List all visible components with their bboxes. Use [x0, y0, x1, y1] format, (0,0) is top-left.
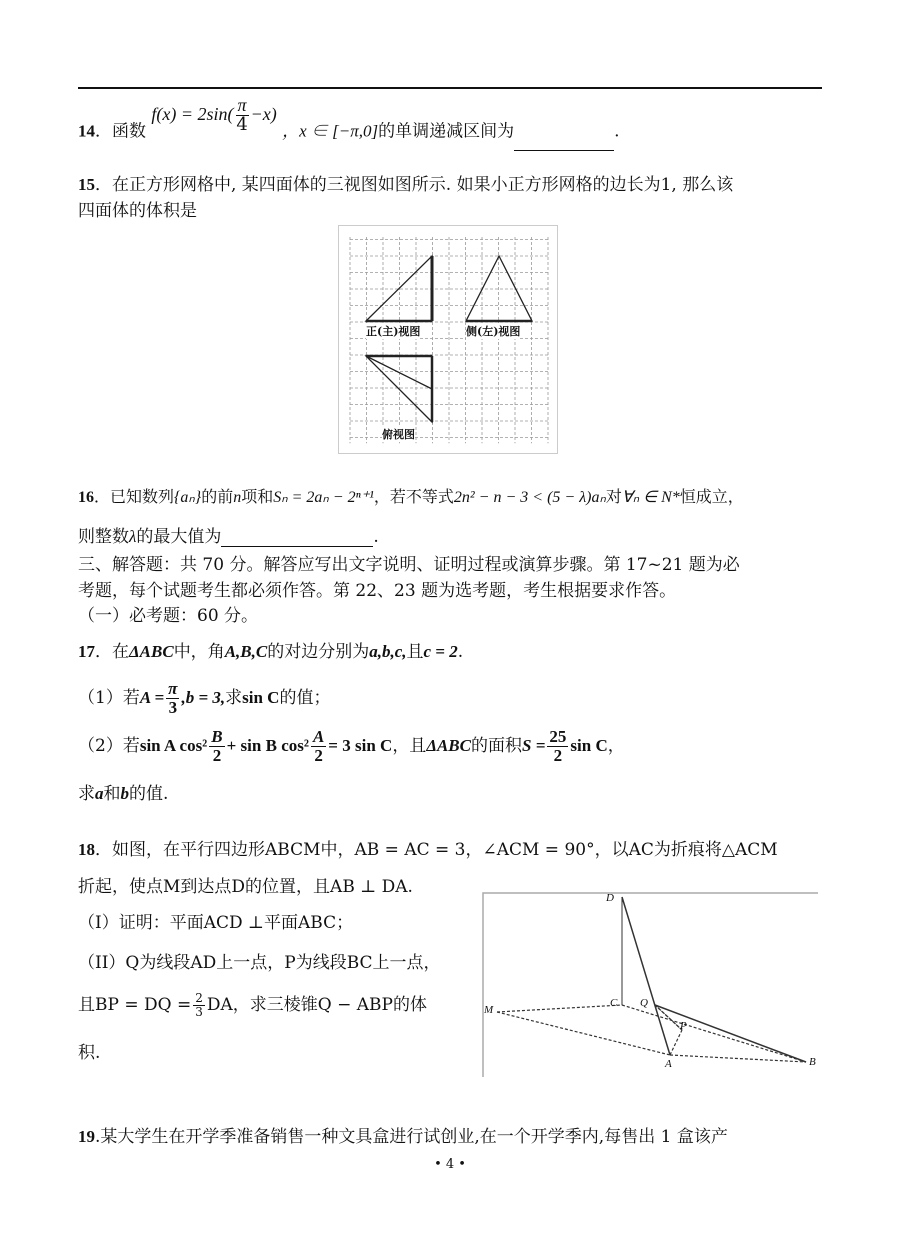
text: 如图，在平行四边形ABCM中，AB = AC = 3，∠ACM = 90°，以AC为折痕将△ACM [112, 840, 778, 860]
q14-text: 函数 [112, 121, 146, 142]
question-18-part1: （I）证明：平面ACD ⊥平面ABC； [78, 913, 354, 933]
math: ΔABC [129, 642, 174, 661]
side-view-label: 侧(左)视图 [466, 325, 521, 338]
question-17: 17．在ΔABC中，角A,B,C的对边分别为a,b,c,且c = 2. [78, 642, 464, 662]
math: a [95, 784, 104, 803]
denominator: 2 [212, 745, 222, 765]
numerator: 2 [195, 991, 203, 1006]
question-number: 14 [78, 121, 95, 141]
point-b-label: B [809, 1056, 816, 1068]
numerator: B [211, 727, 223, 746]
question-number: 17 [78, 642, 95, 661]
text: 的对边分别为 [267, 642, 370, 662]
section-3-heading: 三、解答题：共 70 分。解答应写出文字说明、证明过程或演算步骤。第 17~21 题为必 [78, 555, 740, 575]
math: A,B,C [224, 642, 268, 661]
text: ， [607, 735, 625, 756]
question-16-line2 [78, 522, 379, 547]
text: 则整数 [78, 527, 129, 547]
fraction [236, 96, 249, 135]
math: 2n² − n − 3 < (5 − λ)aₙ [453, 489, 606, 506]
text: DA，求三棱锥Q − ABP的体 [206, 995, 427, 1015]
formula: f(x) = 2sin( [151, 104, 234, 125]
text: 恒成立， [679, 487, 744, 506]
math: sin A cos² [139, 735, 208, 755]
text: （2）若 [78, 735, 140, 756]
q14-function [151, 95, 277, 135]
page-number: • 4 • [434, 1157, 466, 1172]
question-15-line1: 15．在正方形网格中, 某四面体的三视图如图所示. 如果小正方形网格的边长为1, 那么该 [78, 175, 734, 195]
text: ，且 [392, 735, 427, 756]
text: 中，角 [173, 642, 225, 662]
question-number: 15 [78, 175, 95, 194]
question-18-part2-line3: 积. [78, 1043, 101, 1063]
point-q-label: Q [640, 997, 648, 1009]
numerator: π [237, 95, 247, 115]
question-18-part2-line2 [78, 990, 427, 1019]
question-16-line1: 16．已知数列{aₙ}的前n项和Sₙ = 2aₙ − 2ⁿ⁺¹，若不等式2n² − n − 3 < (5 − λ)aₙ对∀ₙ ∈ N*恒成立， [78, 487, 744, 506]
text: （1）若 [78, 687, 140, 708]
question-18-line2: 折起，使点M到达点D的位置，且AB ⊥ DA. [78, 877, 413, 897]
point-d-label: D [606, 892, 614, 904]
denominator: 3 [195, 1005, 203, 1019]
period: . [373, 527, 379, 547]
question-number: 18 [78, 840, 95, 859]
fraction [193, 992, 205, 1018]
period: . [614, 121, 620, 142]
question-number: 16 [78, 489, 94, 506]
math: Sₙ = 2aₙ − 2ⁿ⁺¹ [273, 489, 374, 506]
numerator: π [168, 679, 178, 698]
formula-tail: −x) [250, 104, 277, 125]
question-18-part2: （II）Q为线段AD上一点，P为线段BC上一点， [78, 953, 441, 973]
text: 求 [225, 687, 243, 708]
text: 的面积 [471, 735, 522, 756]
denominator: 2 [314, 745, 323, 765]
math: = 3 sin C [328, 735, 393, 755]
question-19 [78, 1122, 728, 1147]
math: a,b,c, [369, 642, 407, 661]
math: ∀ₙ ∈ N* [621, 489, 680, 506]
required-questions-heading: （一）必考题：60 分。 [78, 606, 259, 626]
math: + sin B cos² [226, 735, 309, 755]
text: 对 [605, 487, 622, 506]
fraction [547, 728, 568, 765]
math: sin C [570, 735, 608, 755]
text: 的值. [129, 784, 169, 804]
question-17-part2-line2 [78, 779, 168, 804]
question-17-part1 [78, 680, 330, 717]
text: 的最大值为 [136, 527, 222, 547]
question-number: 19 [78, 1127, 95, 1146]
math: {aₙ} [174, 489, 202, 506]
header-rule [78, 87, 822, 89]
math: S = [522, 735, 546, 755]
q15-text: 在正方形网格中, 某四面体的三视图如图所示. 如果小正方形网格的边长为1, 那么该 [112, 175, 734, 195]
text: .某大学生在开学季准备销售一种文具盒进行试创业,在一个开学季内,每售出 1 盒该产 [95, 1127, 728, 1147]
math: sin C [242, 687, 280, 707]
question-14: 14．函数 f(x) = 2sin( $\frac{\pi}{4}$ −x) ，x ∈ [−π,0]的单调递减区间为 . [78, 112, 620, 151]
q14-text-b: 的单调递减区间为 [378, 121, 515, 142]
q15-text-line2: 四面体的体积是 [78, 201, 197, 221]
front-view-label: 正(主)视图 [366, 325, 421, 338]
folded-pyramid-figure [482, 892, 820, 1077]
text: 和 [103, 784, 121, 804]
math: n [233, 489, 242, 506]
fraction [209, 728, 224, 765]
text: 且 [406, 642, 424, 662]
denominator: 2 [553, 745, 563, 765]
point-a-label: A [665, 1058, 672, 1070]
text: 项和 [241, 487, 274, 506]
text: 且BP = DQ = [78, 995, 192, 1015]
point-p-label: P [680, 1020, 687, 1032]
text: 已知数列 [110, 487, 175, 506]
three-view-diagram [338, 225, 560, 455]
question-18-line1: 18．如图，在平行四边形ABCM中，AB = AC = 3，∠ACM = 90°，以AC为折痕将△ACM [78, 840, 778, 860]
point-m-label: M [484, 1004, 494, 1016]
denominator: 3 [168, 697, 178, 717]
math: ,b = 3, [181, 687, 226, 707]
text: ，若不等式 [373, 487, 454, 506]
numerator: 25 [549, 727, 567, 746]
math: c = 2 [423, 642, 458, 661]
pyramid-diagram [482, 892, 820, 1077]
math: A = [139, 687, 165, 707]
math: ΔABC [426, 735, 471, 755]
text: 的前 [201, 487, 234, 506]
fraction [311, 728, 326, 765]
text: 求 [78, 784, 95, 804]
text: 在 [112, 642, 129, 662]
answer-blank[interactable] [514, 132, 614, 151]
top-view-label: 俯视图 [382, 428, 415, 441]
section-3-heading-line2: 考题，每个试题考生都必须作答。第 22、23 题为选考题，考生根据要求作答。 [78, 581, 677, 601]
denominator: 4 [236, 113, 248, 135]
text: 的值； [279, 687, 331, 708]
three-view-figure [338, 225, 560, 455]
fraction [166, 680, 179, 717]
q14-domain: ，x ∈ [−π,0] [282, 121, 379, 141]
answer-blank[interactable] [221, 528, 373, 547]
math: λ [129, 527, 137, 546]
numerator: A [312, 727, 325, 746]
math: b [120, 784, 129, 803]
question-17-part2 [78, 728, 625, 765]
point-c-label: C [610, 997, 618, 1009]
